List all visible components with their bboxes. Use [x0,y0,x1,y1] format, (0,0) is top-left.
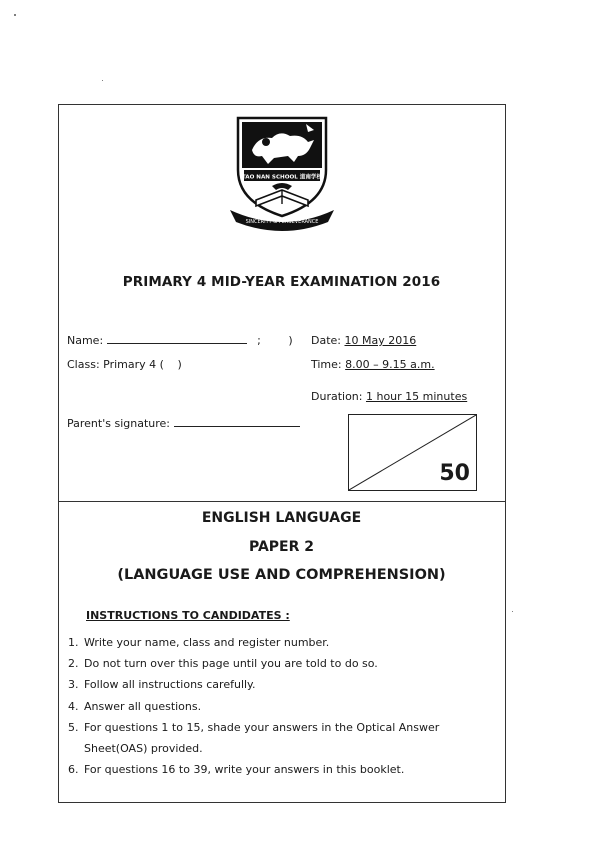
name-label: Name: [67,334,104,347]
time-value: 8.00 – 9.15 a.m. [345,358,435,371]
exam-title: PRIMARY 4 MID-YEAR EXAMINATION 2016 [122,274,441,290]
instructions-list [68,632,488,780]
name-blank-line [107,342,247,344]
list-item: 4. Answer all questions. [68,699,202,713]
scan-speck [512,611,513,612]
duration-label: Duration: [311,390,363,403]
list-item: 6. For questions 16 to 39, write your answers in this booklet. [68,763,405,777]
parent-signature-label: Parent's signature: [67,417,170,430]
date-value: 10 May 2016 [344,334,417,347]
date-label: Date: [311,334,341,347]
paper-description: (LANGUAGE USE AND COMPREHENSION) [117,567,446,583]
name-field [67,334,293,347]
list-item: Sheet(OAS) provided. [84,742,203,756]
svg-text:SINCERITY & PERSEVERANCE: SINCERITY & PERSEVERANCE [245,219,319,225]
paper-number: PAPER 2 [248,539,315,555]
scan-speck [14,14,16,16]
section-divider [58,501,505,502]
class-field [67,358,182,371]
total-marks: 50 [439,461,470,486]
name-paren-close: ) [288,334,293,347]
parent-signature-field [67,417,300,430]
time-field [311,358,435,371]
instructions-heading: INSTRUCTIONS TO CANDIDATES : [86,609,290,622]
list-item: 3. Follow all instructions carefully. [68,678,256,692]
class-label: Class: Primary 4 ( [67,358,164,371]
subject-title: ENGLISH LANGUAGE [201,510,362,526]
time-label: Time: [311,358,342,371]
date-field [311,334,416,347]
signature-blank-line [174,425,300,427]
score-box [348,414,477,491]
svg-text:TAO NAN SCHOOL 道南学校: TAO NAN SCHOOL 道南学校 [241,174,323,181]
class-paren-close: ) [177,358,182,371]
name-semicolon: ; [257,334,261,347]
duration-value: 1 hour 15 minutes [365,390,468,403]
school-crest-logo [228,110,336,232]
list-item: 5. For questions 1 to 15, shade your answers in the Optical Answer [68,720,440,734]
list-item: 1. Write your name, class and register number. [68,636,330,649]
duration-field [311,390,467,403]
list-item: 2. Do not turn over this page until you are told to do so. [68,657,378,671]
scan-speck [102,80,103,81]
